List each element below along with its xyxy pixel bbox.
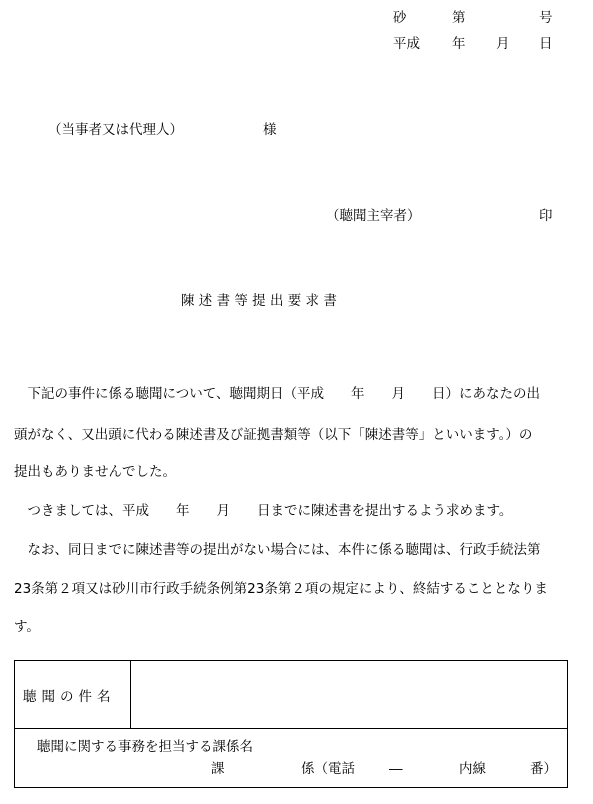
body-line-2: 頭がなく、又出頭に代わる陳述書及び証拠書類等（以下「陳述書等」といいます。）の [14, 427, 533, 443]
body-line-5: なお、同日までに陳述書等の提出がない場合には、本件に係る聴聞は、行政手続法第 [14, 542, 541, 558]
extension-ban: 番） [530, 761, 557, 777]
date-month: 月 [496, 36, 510, 52]
addressee-label: （当事者又は代理人） [48, 122, 183, 138]
doc-number-middle: 第 [452, 10, 466, 26]
seal-mark: 印 [539, 208, 553, 224]
dept-kakari-phone: 係（電話 [301, 761, 355, 777]
case-name-row [15, 661, 567, 729]
phone-dash: ― [389, 761, 403, 777]
document-title: 陳 述 書 等 提 出 要 求 書 [181, 293, 337, 309]
doc-number-suffix: 号 [539, 10, 553, 26]
dept-label: 聴聞に関する事務を担当する課係名 [37, 739, 253, 755]
case-name-value [131, 661, 567, 728]
date-day: 日 [539, 36, 553, 52]
body-line-7: す。 [14, 619, 40, 635]
date-year: 年 [452, 36, 466, 52]
addressee-honorific: 様 [263, 122, 277, 138]
body-line-3: 提出もありませんでした。 [14, 464, 176, 480]
extension-label: 内線 [459, 761, 486, 777]
dept-ka: 課 [211, 761, 225, 777]
hearing-info-table [14, 660, 568, 788]
date-era: 平成 [393, 36, 420, 52]
body-line-6: 23条第２項又は砂川市行政手続条例第23条第２項の規定により、終結することとなりま [14, 581, 548, 597]
body-line-4: つきましては、平成 年 月 日までに陳述書を提出するよう求めます。 [14, 503, 513, 519]
doc-number-prefix: 砂 [393, 10, 407, 26]
sender-label: （聴聞主宰者） [326, 208, 421, 224]
body-line-1: 下記の事件に係る聴聞について、聴聞期日（平成 年 月 日）にあなたの出 [14, 386, 540, 402]
case-name-label: 聴聞の件名 [15, 661, 131, 728]
